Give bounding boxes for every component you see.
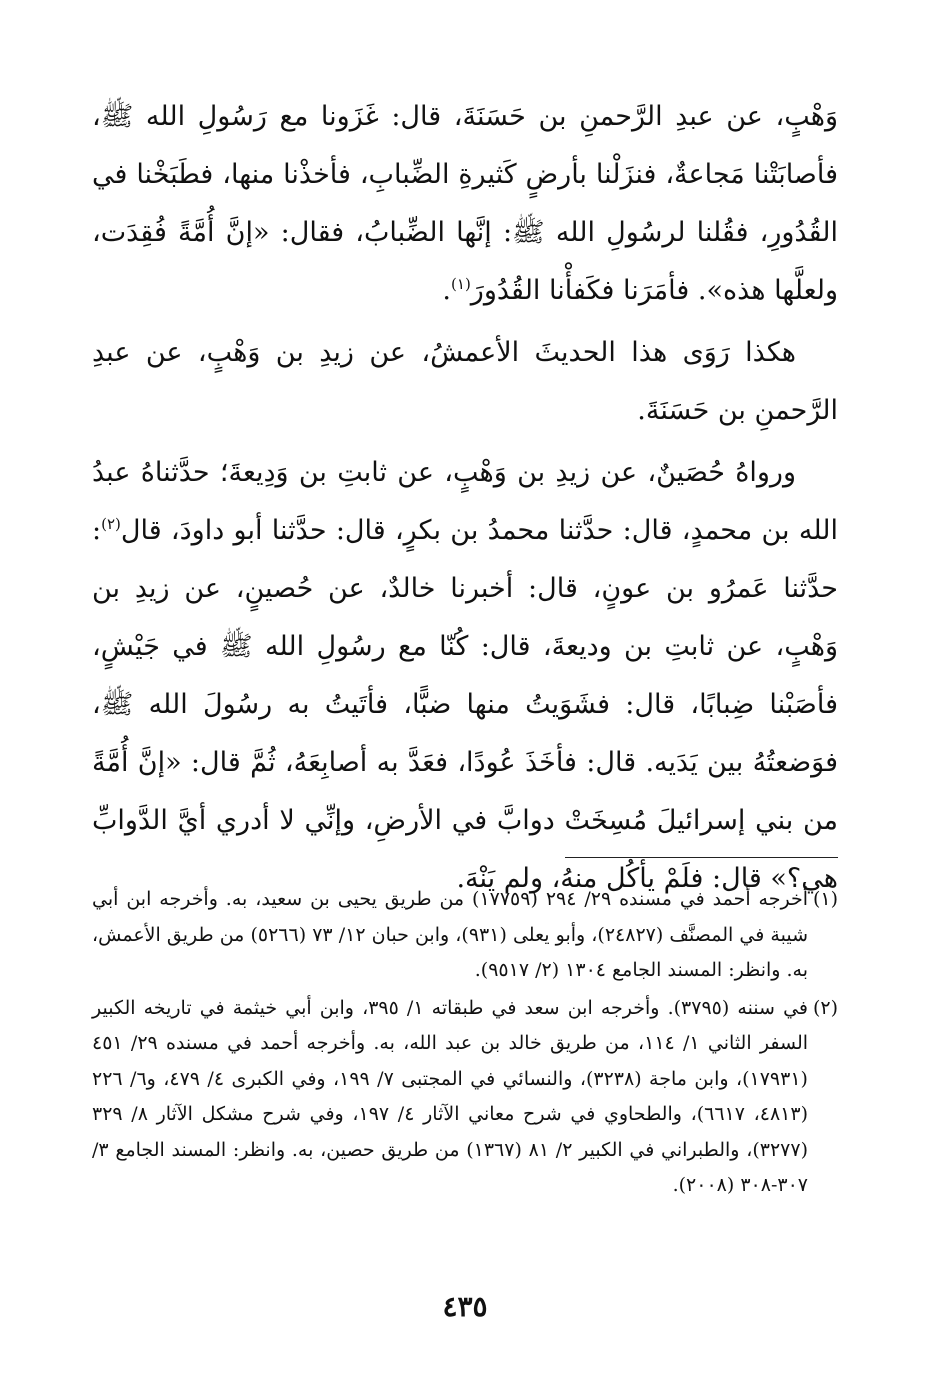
- page-number: ٤٣٥: [442, 1290, 488, 1323]
- main-text: [92, 88, 838, 908]
- paragraph-1: [92, 88, 838, 320]
- paragraph-3-text-a: ورواهُ حُصَينٌ، عن زيدِ بن وَهْبٍ، عن ثابتِ بن وَدِيعةَ؛ حدَّثناهُ عبدُ الله بن محمدٍ، قال: حدَّثنا محمدُ بن بكرٍ، قال: حدَّثنا أبو داودَ، قال: [92, 457, 838, 546]
- footnote-1: [92, 882, 838, 989]
- footnote-1-number: (١): [812, 888, 838, 910]
- footnote-2-number: (٢): [812, 996, 838, 1019]
- footnotes: [92, 882, 838, 1206]
- footnote-ref-1: (١): [451, 275, 471, 293]
- paragraph-1-text: وَهْبٍ، عن عبدِ الرَّحمنِ بن حَسَنَةَ، قال: غَزَونا مع رَسُولِ الله ﷺ، فأصابَتْنا مَجاعةٌ، فنزَلْنا بأرضٍ كَثيرةِ الضِّبابِ، فأخذْنا منها، فطَبَخْنا في القُدُورِ، فقُلنا لرسُولِ الله ﷺ: إنَّها الضِّبابُ، فقال: «إنَّ أُمَّةً فُقِدَت، ولعلَّها هذه». فأمَرَنا فكَفأْنا القُدُورَ: [92, 101, 838, 306]
- footnote-1-text: أخرجه أحمد في مسنده ٢٩/ ٢٩٤ (١٧٧٥٩) من طريق يحيى بن سعيد، به. وأخرجه ابن أبي شيبة في المصنَّف (٢٤٨٢٧)، وأبو يعلى (٩٣١)، وابن حبان ١٢/ ٧٣ (٥٢٦٦) من طريق الأعمش، به. وانظر: المسند الجامع ١٣٠٤ (٢/ ٩٥١٧).: [92, 888, 808, 981]
- footnote-2: [92, 991, 838, 1204]
- footnote-divider: [565, 857, 838, 858]
- paragraph-3: [92, 444, 838, 908]
- footnote-ref-2: (٢): [101, 515, 121, 533]
- footnote-2-text: في سننه (٣٧٩٥). وأخرجه ابن سعد في طبقاته ١/ ٣٩٥، وابن أبي خيثمة في تاريخه الكبير السفر الثاني ١/ ١١٤، من طريق خالد بن عبد الله، به. وأخرجه أحمد في مسنده ٢٩/ ٤٥١ (١٧٩٣١)، وابن ماجة (٣٢٣٨)، والنسائي في المجتبى ٧/ ١٩٩، وفي الكبرى ٤/ ٤٧٩، و٦/ ٢٢٦ (٤٨١٣، ٦٦١٧)، والطحاوي في شرح معاني الآثار ٤/ ١٩٧، وفي شرح مشكل الآثار ٨/ ٣٢٩ (٣٢٧٧)، والطبراني في الكبير ٢/ ٨١ (١٣٦٧) من طريق حصين، به. وانظر: المسند الجامع ٣/ ٣٠٧-٣٠٨ (٢٠٠٨).: [92, 996, 809, 1196]
- paragraph-2: هكذا رَوَى هذا الحديثَ الأعمشُ، عن زيدِ بن وَهْبٍ، عن عبدِ الرَّحمنِ بن حَسَنَةَ.: [92, 337, 838, 426]
- paragraph-1-end: .: [442, 275, 452, 306]
- paragraph-3-text-b: : حدَّثنا عَمرُو بن عونٍ، قال: أخبرنا خالدٌ، عن حُصينٍ، عن زيدِ بن وَهْبٍ، عن ثابتِ بن وديعةَ، قال: كُنّا مع رسُولِ الله ﷺ في جَيْشٍ، فأصَبْنا ضِبابًا، قال: فشَوَيتُ منها ضبًّا، فأتَيتُ به رسُولَ الله ﷺ، فوَضعتُهُ بين يَدَيه. قال: فأخَذَ عُودًا، فعَدَّ به أصابِعَهُ، ثُمَّ قال: «إنَّ أُمَّةً من بني إسرائيلَ مُسِخَتْ دوابَّ في الأرضِ، وإنِّي لا أدري أيَّ الدَّوابِّ هي؟» قال: فلَمْ يأكُل منهُ، ولم يَنْهَ.: [92, 515, 838, 894]
